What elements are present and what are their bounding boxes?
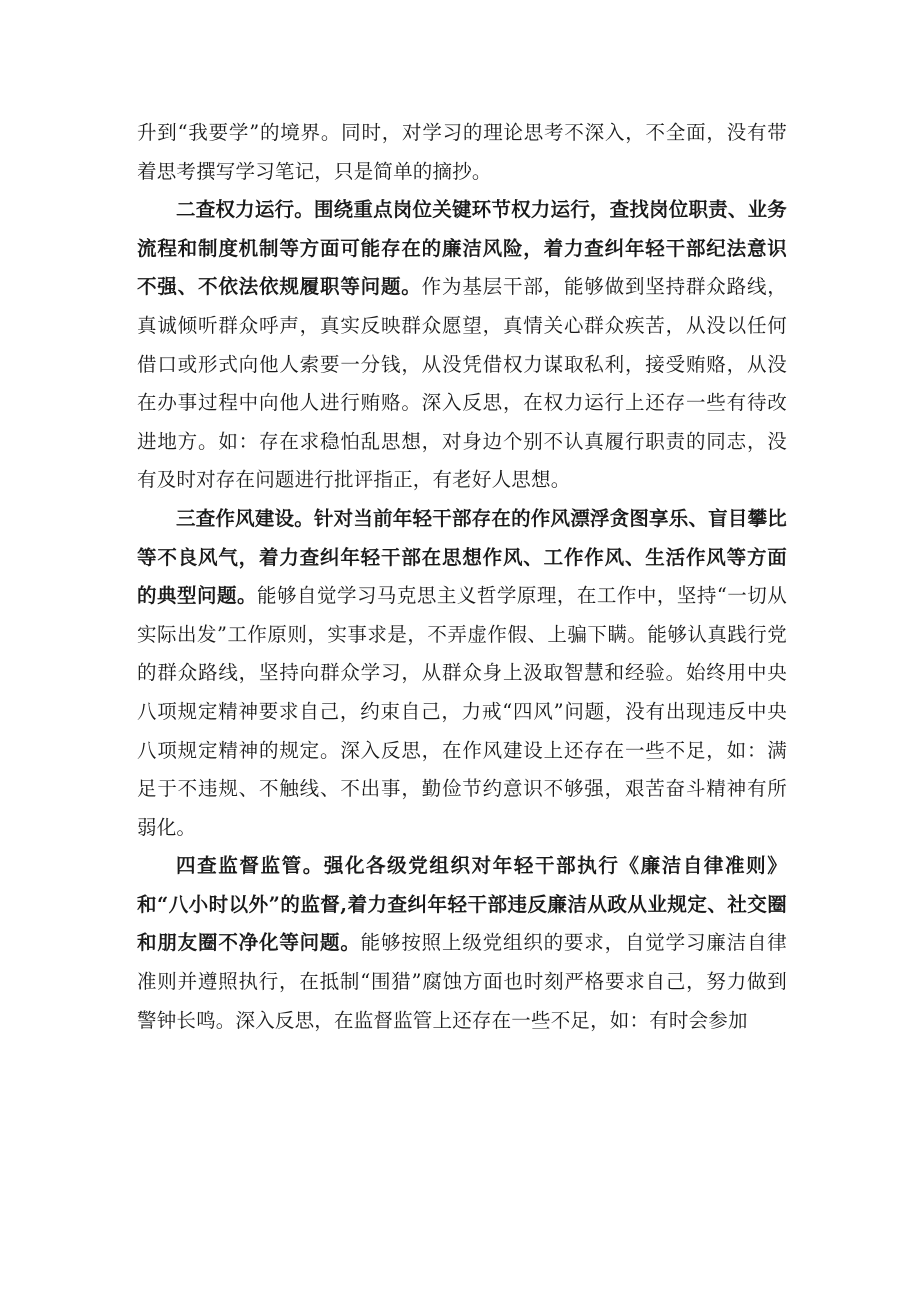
paragraph-heading: 四查监督监管。强化各级党组织对年轻干部执行《廉洁自律准则》和“八小时以外”的监督,着力查纠年轻干部违反廉洁从政从业规定、社交圈和朋友圈不净化等问题。	[137, 854, 787, 955]
paragraph-supervision	[137, 847, 787, 1040]
paragraph-heading: 三查作风建设。针对当前年轻干部存在的作风漂浮贪图享乐、盲目攀比等不良风气，着力查纠年轻干部在思想作风、工作作风、生活作风等方面的典型问题。	[137, 506, 787, 608]
paragraph-power-operation	[137, 191, 787, 500]
paragraph-text: 能够自觉学习马克思主义哲学原理，在工作中，坚持“一切从实际出发”工作原则，实事求是，不弄虚作假、上骗下瞒。能够认真践行党的群众路线，坚持向群众学习，从群众身上汲取智慧和经验。始终用中央八项规定精神要求自己，约束自己，力戒“四风”问题，没有出现违反中央八项规定精神的规定。深入反思，在作风建设上还存在一些不足，如：满足于不违规、不触线、不出事，勤俭节约意识不够强，艰苦奋斗精神有所弱化。	[137, 584, 787, 839]
document-body	[137, 114, 787, 1040]
paragraph-continuation	[137, 114, 787, 191]
paragraph-text: 能够按照上级党组织的要求，自觉学习廉洁自律准则并遵照执行，在抵制“围猎”腐蚀方面也时刻严格要求自己，努力做到警钟长鸣。深入反思，在监督监管上还存在一些不足，如：有时会参加	[137, 931, 787, 1032]
paragraph-style-construction	[137, 500, 787, 847]
paragraph-heading: 二查权力运行。围绕重点岗位关键环节权力运行，查找岗位职责、业务流程和制度机制等方面可能存在的廉洁风险，着力查纠年轻干部纪法意识不强、不依法依规履职等问题。	[137, 198, 787, 299]
paragraph-text: 作为基层干部，能够做到坚持群众路线，真诚倾听群众呼声，真实反映群众愿望，真情关心群众疾苦，从没以任何借口或形式向他人索要一分钱，从没凭借权力谋取私利，接受贿赂，从没在办事过程中向他人进行贿赂。深入反思，在权力运行上还存一些有待改进地方。如：存在求稳怕乱思想，对身边个别不认真履行职责的同志，没有及时对存在问题进行批评指正，有老好人思想。	[137, 275, 787, 492]
paragraph-text: 升到“我要学”的境界。同时，对学习的理论思考不深入，不全面，没有带着思考撰写学习笔记，只是简单的摘抄。	[137, 121, 787, 183]
